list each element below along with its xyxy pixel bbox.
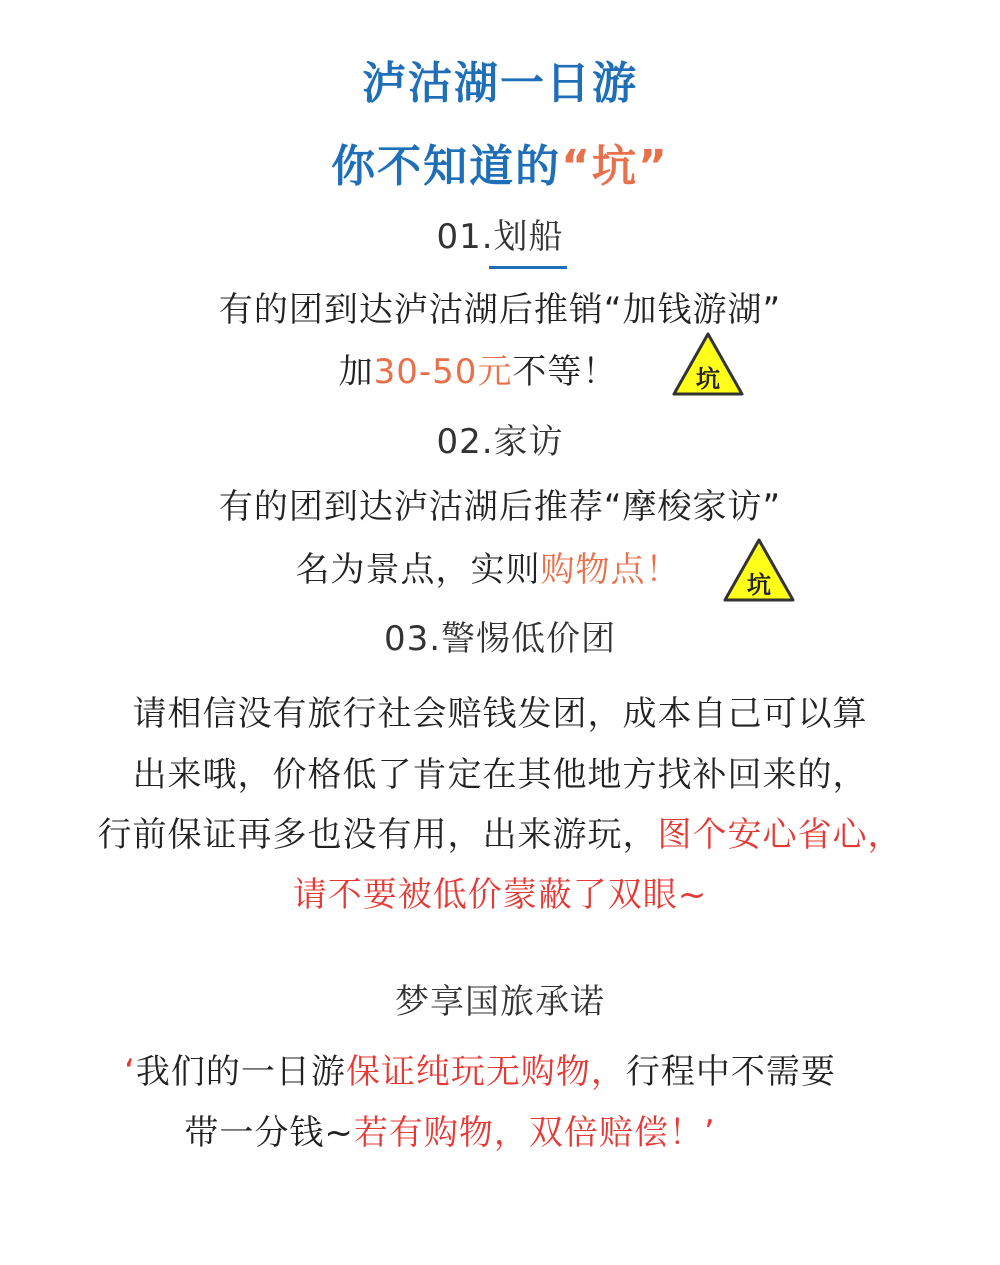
text: 带一分钱~ [184, 1113, 354, 1153]
shopping-highlight: 购物点！ [540, 550, 681, 590]
section-heading-rowing: 01.划船 [436, 217, 564, 257]
warning-triangle-icon [722, 537, 796, 603]
section-low-price-para4: 请不要被低价蒙蔽了双眼~ [292, 875, 708, 915]
section-heading-home-visit: 02.家访 [436, 422, 564, 462]
peace-of-mind-highlight: 图个安心省心， [657, 815, 903, 855]
page-title: 泸沽湖一日游 [362, 58, 638, 109]
section-heading-low-price: 03.警惕低价团 [383, 619, 617, 659]
heading-underline [489, 266, 567, 269]
page-subtitle [0, 141, 1000, 192]
section-home-visit-line1: 有的团到达泸沽湖后推荐“摩梭家访” [218, 487, 782, 527]
promise-line2 [0, 1113, 950, 1153]
no-shopping-highlight: 保证纯玩无购物， [345, 1052, 626, 1092]
promise-line1 [0, 1052, 980, 1092]
text: 加 [338, 352, 374, 392]
compensation-highlight: 若有购物，双倍赔偿！’ [353, 1113, 716, 1153]
section-low-price-para1: 请相信没有旅行社会赔钱发团，成本自己可以算 [132, 694, 868, 734]
subtitle-text: 你不知道的 [331, 141, 562, 192]
section-low-price-para3 [0, 815, 1000, 855]
subtitle-highlight: “坑” [561, 141, 669, 192]
text: 不等！ [512, 352, 618, 392]
section-rowing-line1: 有的团到达泸沽湖后推销“加钱游湖” [218, 290, 782, 330]
quote-mark: ‘ [124, 1052, 136, 1092]
text: 行前保证再多也没有用，出来游玩， [97, 815, 658, 855]
text: 我们的一日游 [135, 1052, 346, 1092]
promise-heading: 梦享国旅承诺 [395, 982, 605, 1022]
section-rowing-line2 [0, 352, 978, 393]
section-home-visit-line2 [0, 550, 988, 590]
warning-label: 坑 [747, 571, 771, 599]
section-low-price-para2: 出来哦，价格低了肯定在其他地方找补回来的， [132, 755, 868, 795]
warning-label: 坑 [696, 365, 720, 393]
price-highlight: 30-50元 [373, 352, 513, 392]
warning-triangle-icon [671, 331, 745, 397]
text: 名为景点，实则 [295, 550, 541, 590]
text: 行程中不需要 [625, 1052, 836, 1092]
